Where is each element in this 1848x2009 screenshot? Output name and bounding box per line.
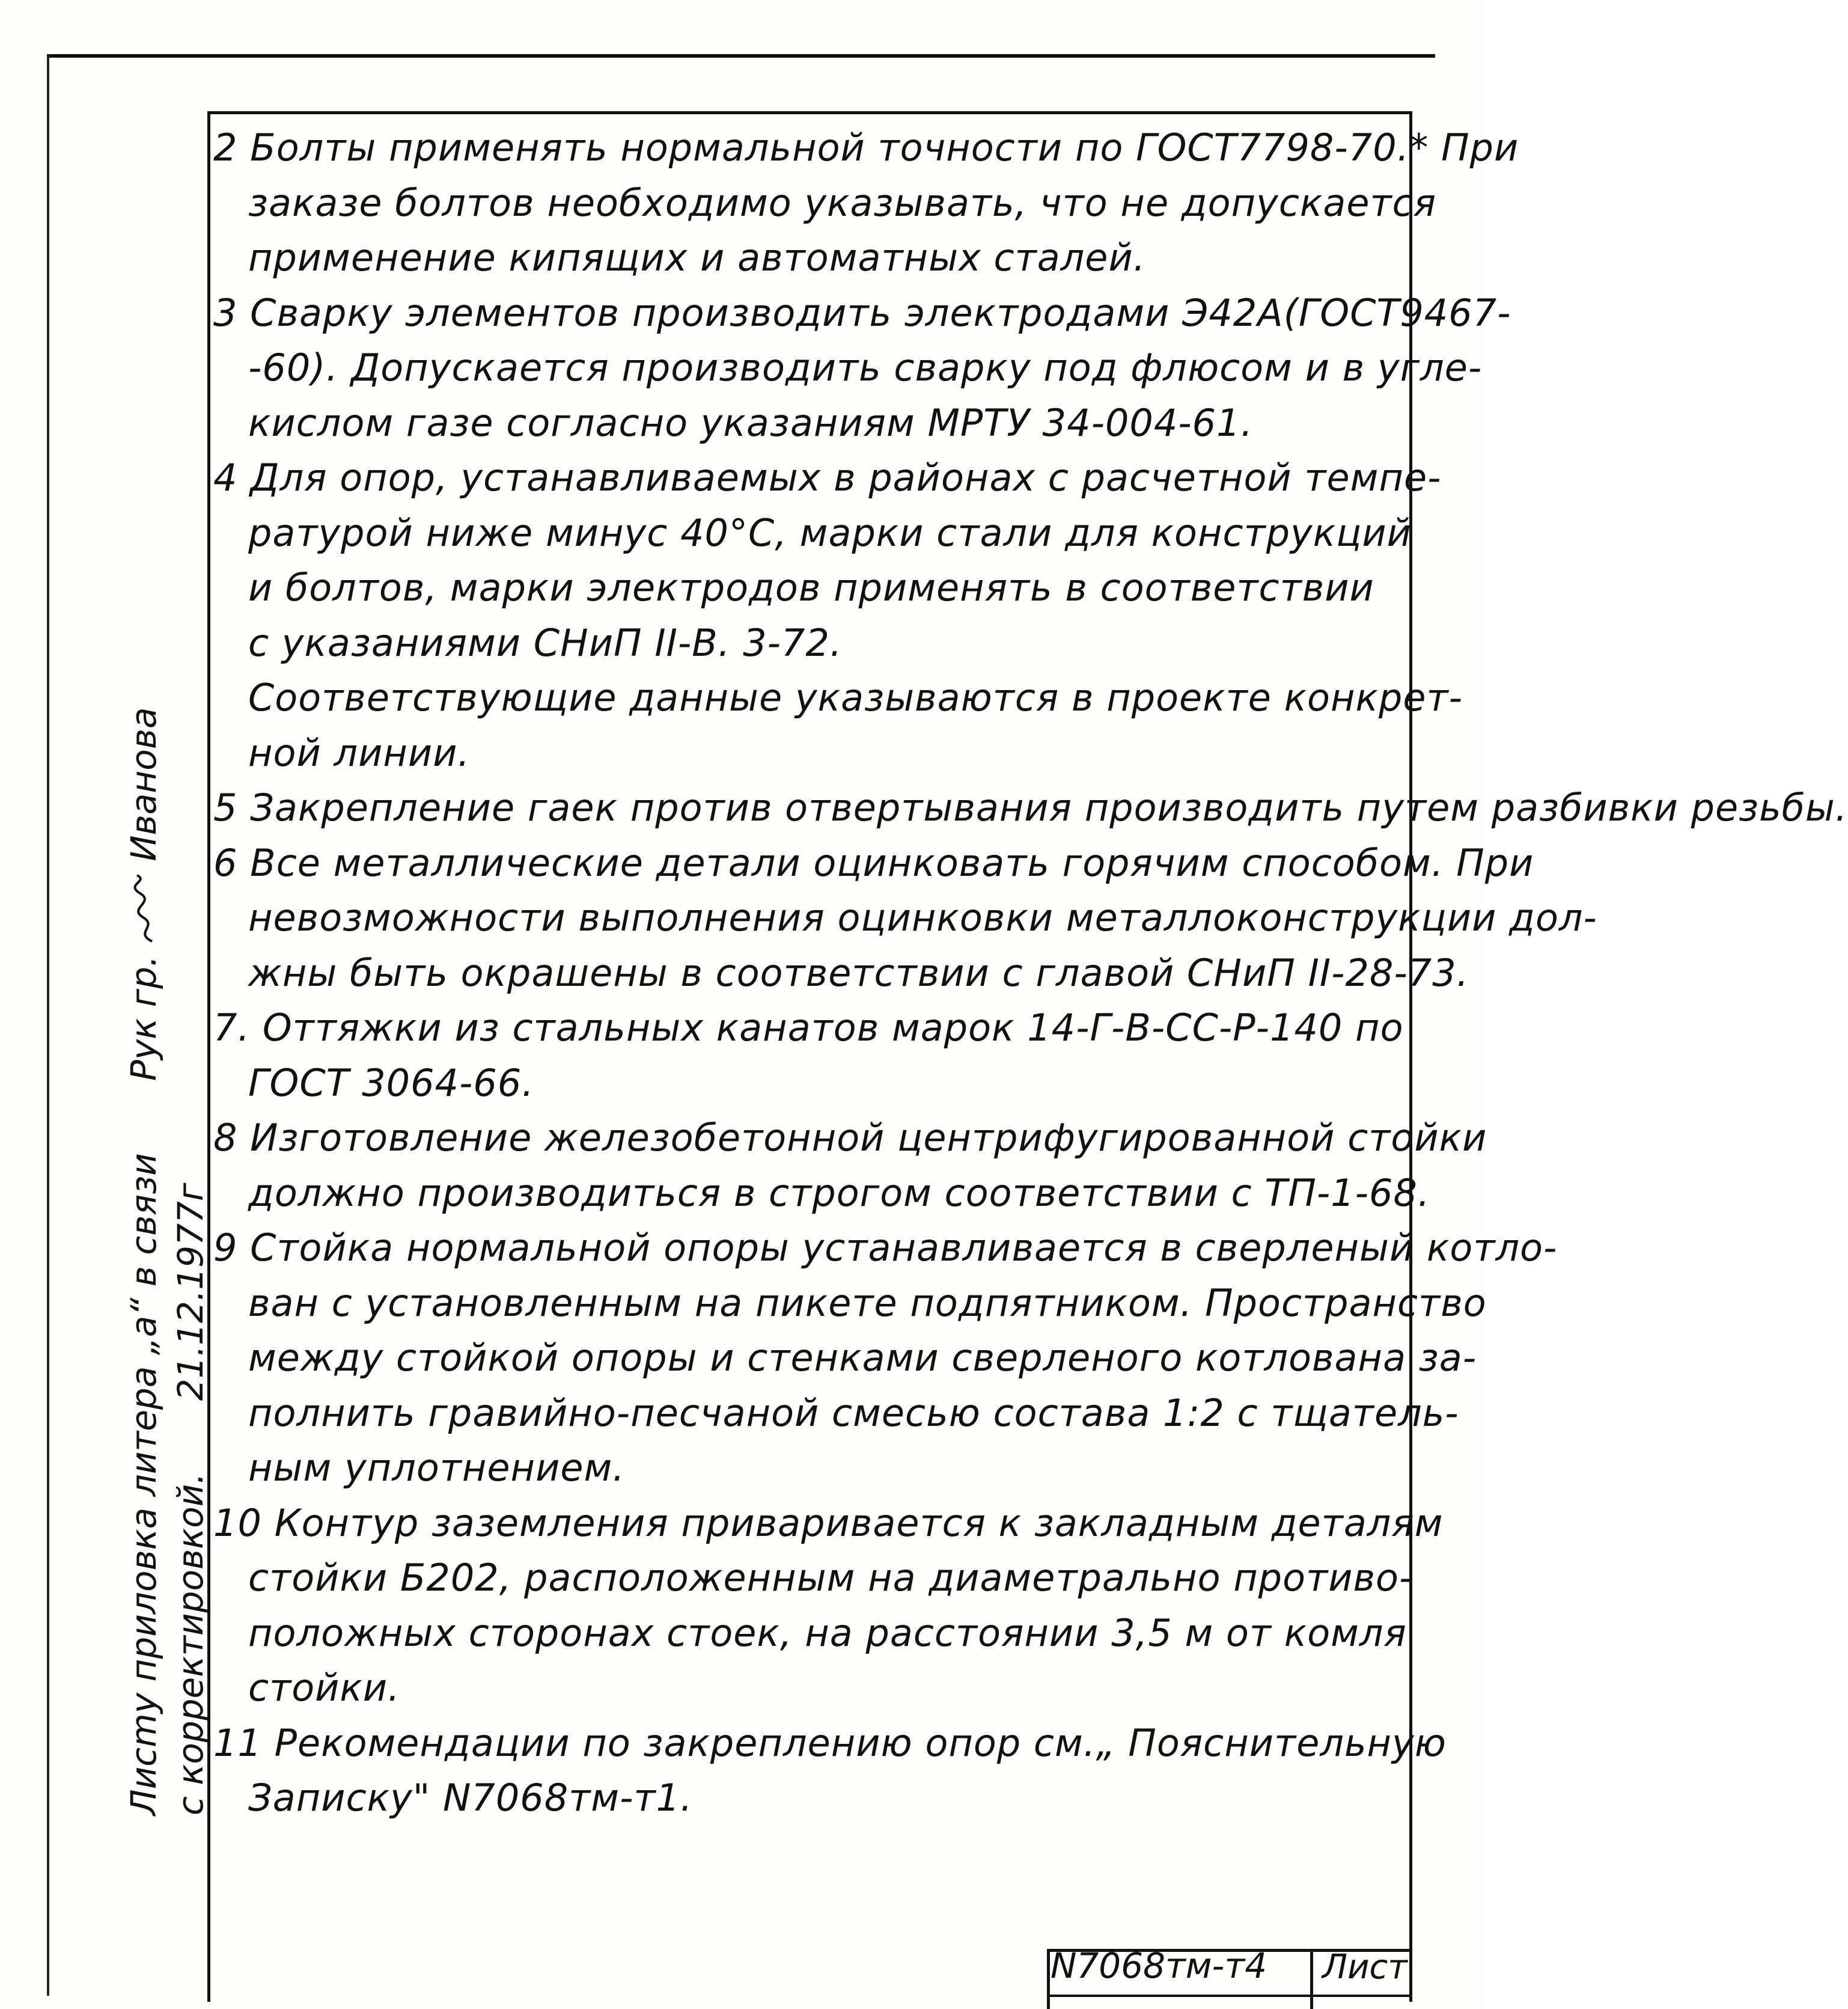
group-lead-label: Рук гр. (123, 955, 164, 1081)
note-line: 8 Изготовление железобетонной центрифугированной стойки (213, 1116, 1487, 1160)
note-line: между стойкой опоры и стенками сверленого котлована за- (248, 1336, 1477, 1380)
note-line: с указаниями СНиП II-В. 3-72. (248, 620, 843, 665)
note-line: заказе болтов необходимо указывать, что не допускается (248, 180, 1436, 225)
document-number: N7068тм-т4 (1051, 1945, 1267, 1986)
title-block-divider (1047, 1995, 1412, 1997)
signature-icon (131, 872, 161, 944)
note-line: 4 Для опор, устанавливаемых в районах с расчетной темпе- (213, 456, 1442, 500)
outer-left-border (47, 54, 49, 1996)
note-line: Соответствующие данные указываются в проекте конкрет- (248, 676, 1463, 720)
note-line: 5 Закрепление гаек против отвертывания производить путем разбивки резьбы. (213, 786, 1848, 830)
note-line: 10 Контур заземления приваривается к закладным деталям (213, 1500, 1444, 1545)
note-line: ГОСТ 3064-66. (248, 1060, 534, 1105)
note-line: 6 Все металлические детали оцинковать горячим способом. При (213, 840, 1534, 885)
note-line: положных сторонах стоек, на расстоянии 3,5 м от комля (248, 1610, 1407, 1655)
note-line: кислом газе согласно указаниям МРТУ 34-004-61. (248, 400, 1254, 445)
note-line: ратурой ниже минус 40°С, марки стали для конструкций (248, 510, 1412, 555)
revision-date: 21.12.1977г (170, 1182, 211, 1401)
note-line: стойки Б202, расположенным на диаметрально противо- (248, 1556, 1413, 1600)
revision-line-1 (120, 707, 167, 1815)
note-line: 11 Рекомендации по закреплению опор см.„ Пояснительную (213, 1720, 1447, 1765)
top-border-line (47, 54, 1435, 58)
note-line: ван с установленным на пикете подпятником. Пространство (248, 1280, 1487, 1325)
technical-notes (213, 120, 1848, 1826)
note-line: применение кипящих и автоматных сталей. (248, 236, 1146, 280)
note-line: Записку" N7068тм-т1. (248, 1776, 693, 1820)
note-line: полнить гравийно-песчаной смесью состава 1:2 с тщатель- (248, 1390, 1459, 1435)
note-line: жны быть окрашены в соответствии с главой СНиП II-28-73. (248, 950, 1469, 995)
revision-line-2 (167, 794, 214, 1815)
note-line: -60). Допускается производить сварку под флюсом и в угле- (248, 346, 1483, 390)
title-block-separator (1310, 1949, 1313, 2009)
group-lead-name: Иванова (123, 707, 164, 861)
note-line: должно производиться в строгом соответствии с ТП-1-68. (248, 1170, 1430, 1215)
note-line: 3 Сварку элементов производить электродами Э42А(ГОСТ9467- (213, 290, 1511, 335)
sheet-label: Лист (1322, 1948, 1407, 1987)
note-line: 7. Оттяжки из стальных канатов марок 14-Г-В-СС-Р-140 по (213, 1006, 1404, 1050)
note-line: невозможности выполнения оцинковки металлоконструкции дол- (248, 896, 1597, 940)
revision-annotation (120, 707, 214, 1815)
note-line: стойки. (248, 1666, 400, 1710)
note-line: ным уплотнением. (248, 1446, 626, 1490)
note-line: и болтов, марки электродов применять в соответствии (248, 566, 1374, 610)
note-line: 2 Болты применять нормальной точности по ГОСТ7798-70.* При (213, 126, 1519, 170)
revision-correction: с корректировкой. (170, 1473, 211, 1815)
revision-text: Лисmy приловка литера „а“ в связи (123, 1153, 164, 1815)
note-line: ной линии. (248, 730, 471, 775)
note-line: 9 Стойка нормальной опоры устанавливается в сверленый котло- (213, 1226, 1558, 1270)
